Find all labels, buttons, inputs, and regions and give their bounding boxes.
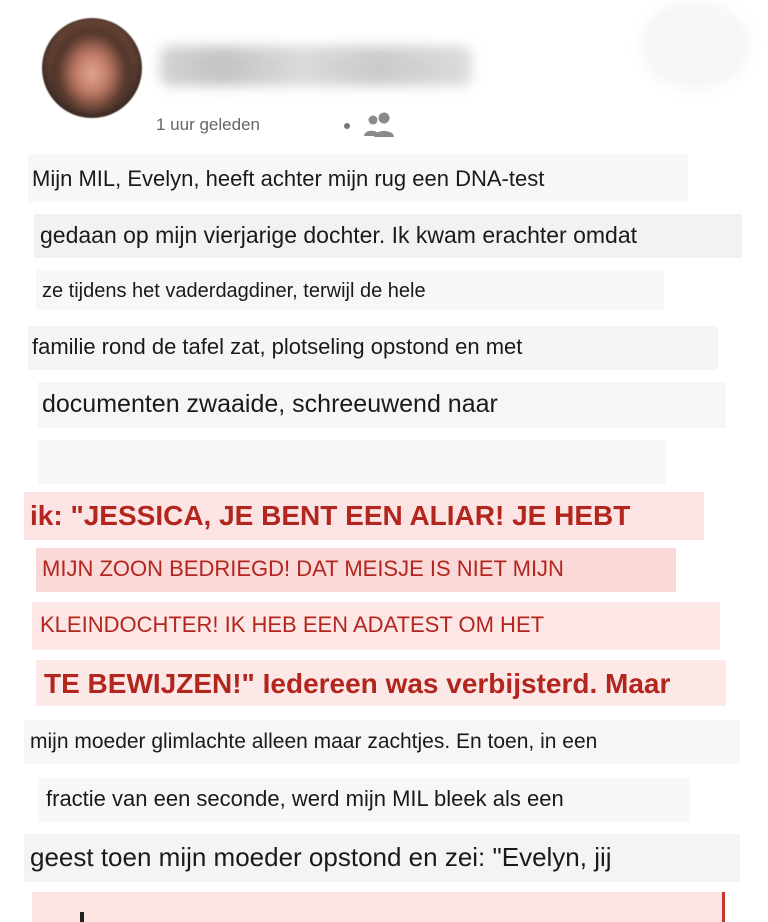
people-icon	[362, 110, 398, 138]
post-text-line-highlight: KLEINDOCHTER! IK HEB EEN ADATEST OM HET	[40, 612, 545, 637]
text-band	[32, 892, 725, 922]
separator-dot	[344, 123, 350, 129]
cut-off-text-fragment	[80, 912, 84, 922]
avatar-blurred-face	[50, 24, 134, 114]
post-text-line: ze tijdens het vaderdagdiner, terwijl de hele	[42, 280, 426, 302]
post-text-line-highlight: MIJN ZOON BEDRIEGD! DAT MEISJE IS NIET MIJN	[42, 556, 564, 581]
post-text-line: geest toen mijn moeder opstond en zei: "Evelyn, jij	[30, 842, 612, 872]
post-text-line: familie rond de tafel zat, plotseling opstond en met	[32, 334, 523, 359]
post-text-line: gedaan op mijn vierjarige dochter. Ik kwam erachter omdat	[40, 222, 638, 248]
corner-blurred-element	[640, 0, 750, 90]
author-name-blurred[interactable]	[160, 46, 472, 86]
avatar[interactable]	[42, 18, 142, 118]
post-text-line: Mijn MIL, Evelyn, heeft achter mijn rug een DNA-test	[32, 166, 545, 191]
text-band	[38, 440, 666, 484]
post-text-line-highlight: TE BEWIJZEN!" Iedereen was verbijsterd. Maar	[44, 668, 671, 699]
post-text-line: fractie van een seconde, werd mijn MIL bleek als een	[46, 786, 564, 811]
post-timestamp: 1 uur geleden	[156, 115, 260, 134]
post-text-line: documenten zwaaide, schreeuwend naar	[42, 390, 498, 418]
post-text-line-highlight: ik: "JESSICA, JE BENT EEN ALIAR! JE HEBT	[30, 500, 631, 531]
post-text-line: mijn moeder glimlachte alleen maar zachtjes. En toen, in een	[30, 730, 598, 753]
